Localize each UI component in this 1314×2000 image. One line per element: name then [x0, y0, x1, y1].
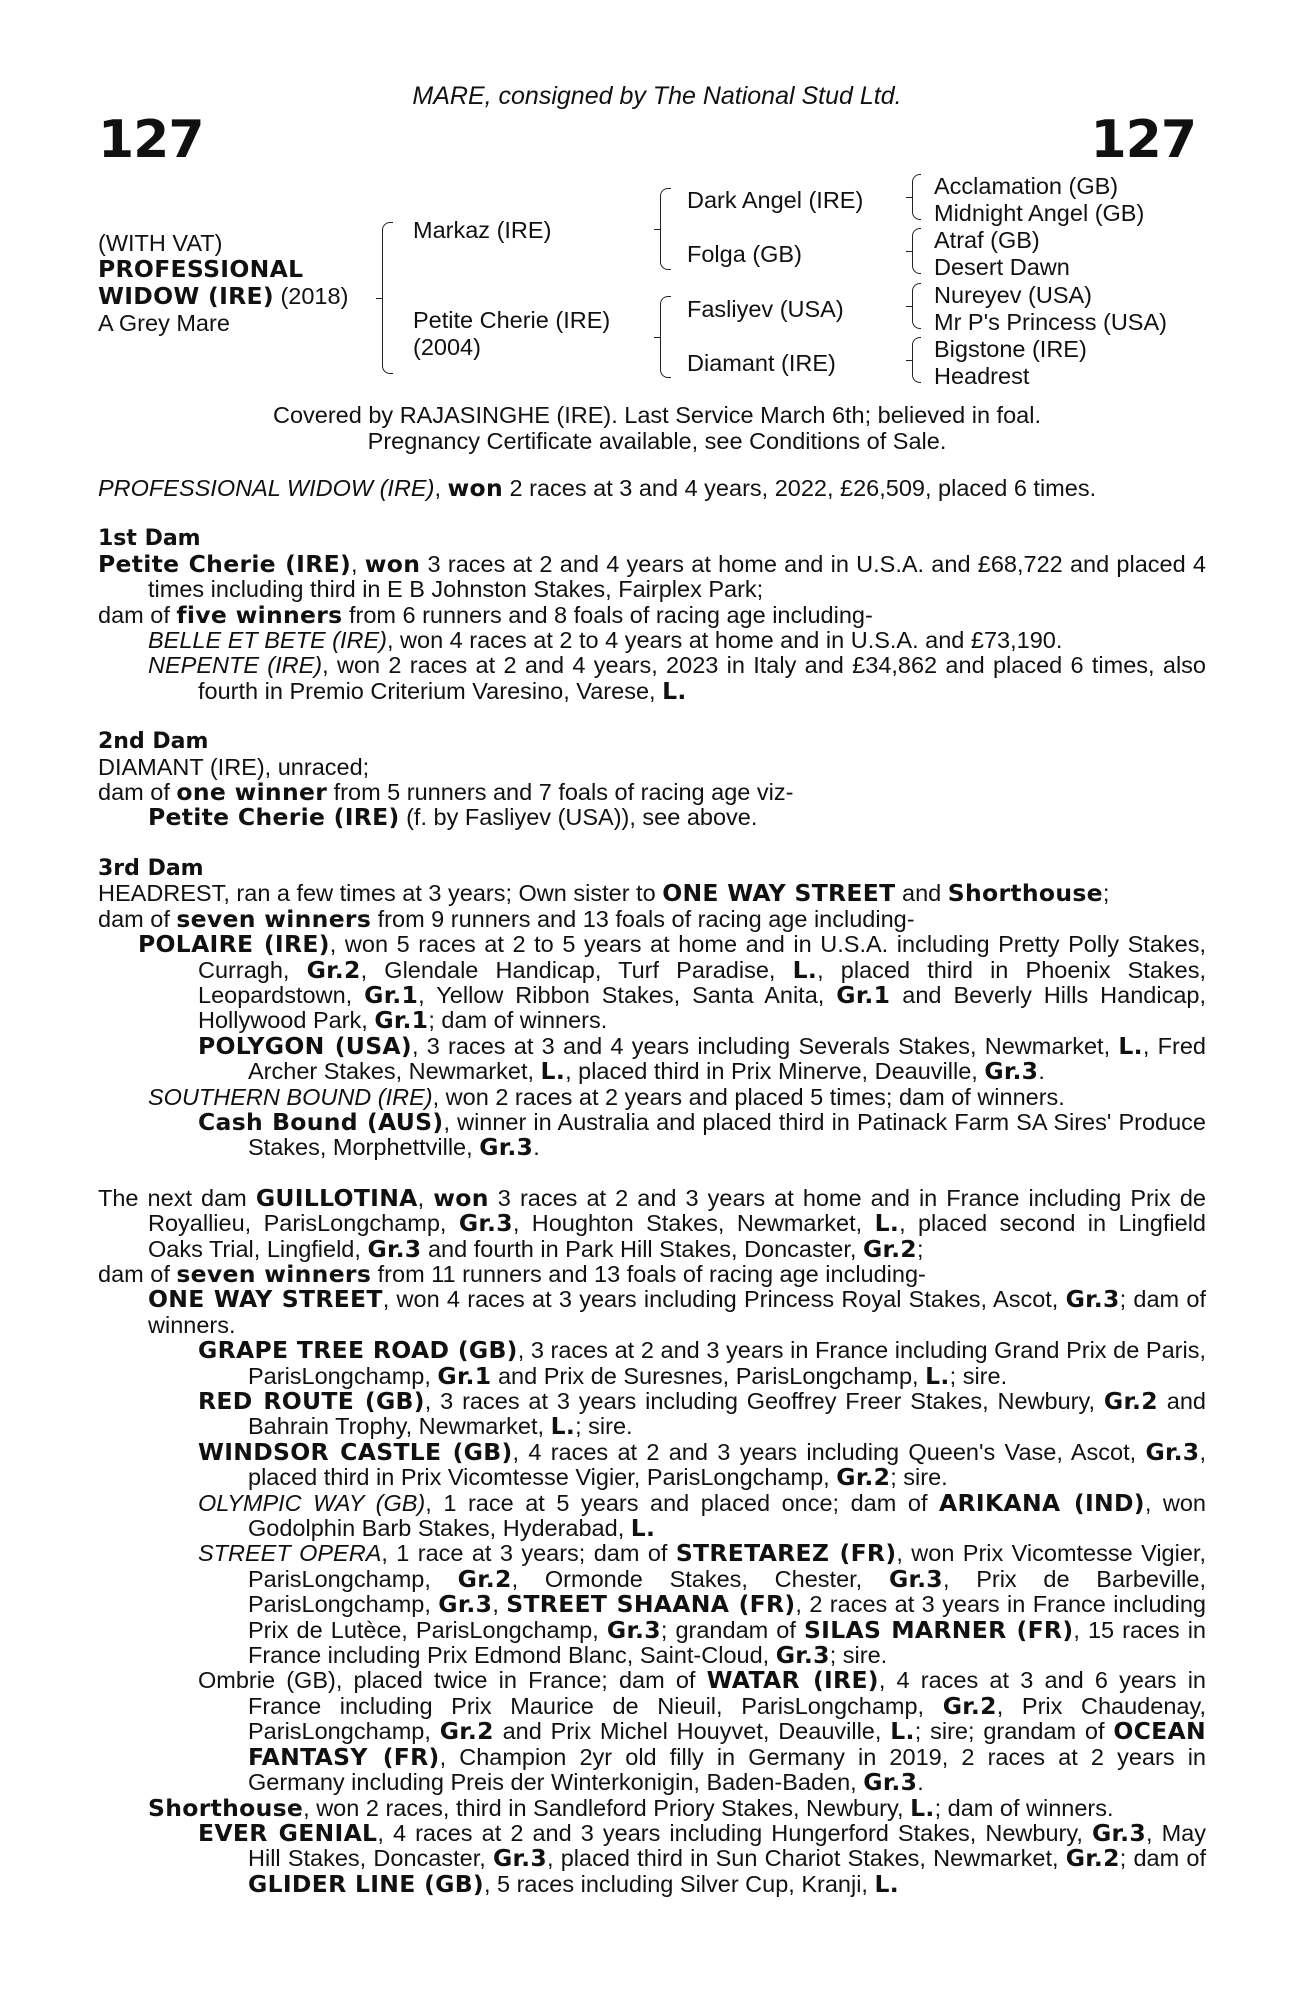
- dam3-offspring-southern-bound: [98, 1085, 1206, 1110]
- intro-record: 2 races at 3 and 4 years, 2022, £26,509, placed 6 times.: [503, 475, 1097, 501]
- text-fragment: , won 2 races at 2 years and placed 5 times; dam of winners.: [432, 1083, 1065, 1110]
- text-fragment: , Glendale Handicap, Turf Paradise,: [360, 956, 793, 983]
- grade-label: Gr.2: [836, 1463, 891, 1492]
- spacer: [98, 1161, 1206, 1186]
- text-fragment: from 5 runners and 7 foals of racing age viz-: [327, 779, 794, 806]
- text-fragment: dam of: [98, 601, 177, 628]
- horse-name-line2: [98, 283, 348, 310]
- next-dam-produce: [98, 1259, 1206, 1288]
- text-fragment: .: [533, 1134, 540, 1161]
- offspring-name: SOUTHERN BOUND (IRE): [148, 1083, 433, 1110]
- dam1-name: Petite Cherie (IRE): [98, 549, 352, 578]
- grade-label: Gr.1: [374, 1006, 429, 1035]
- horse-name: STREET SHAANA (FR): [506, 1590, 796, 1619]
- text-fragment: dam of: [98, 1260, 177, 1287]
- grade-label: Gr.3: [367, 1234, 422, 1263]
- horse-year: (2018): [273, 283, 349, 309]
- text-fragment: .: [1038, 1058, 1045, 1085]
- grade-label: Gr.1: [437, 1361, 492, 1390]
- text-fragment: , won 5 races at 2 to 5 years at home and in U.S.A. including Pretty Polly Stakes, Curragh,: [198, 931, 1206, 983]
- heading-1st-dam: 1st Dam: [98, 526, 201, 552]
- sire: Markaz (IRE): [413, 217, 552, 243]
- text-fragment: HEADREST, ran a few times at 3 years; Own sister to: [98, 880, 663, 907]
- dam3-produce: [98, 904, 1206, 933]
- covering-note: [0, 402, 1314, 454]
- grade-label: Gr.3: [458, 1209, 513, 1238]
- dam-sire: Fasliyev (USA): [687, 296, 844, 322]
- catalogue-body: [98, 476, 1206, 1897]
- offspring-text: , won 4 races at 2 to 4 years at home and in U.S.A. and £73,190.: [386, 627, 1063, 654]
- vat-label: (WITH VAT): [98, 230, 223, 256]
- text-fragment: , won Godolphin Barb Stakes, Hyderabad,: [248, 1489, 1207, 1542]
- text-fragment: , Houghton Stakes, Newmarket,: [512, 1210, 875, 1237]
- listed-label: L.: [925, 1361, 950, 1390]
- grade-label: Gr.3: [492, 1844, 547, 1873]
- heading-3rd-dam: 3rd Dam: [98, 855, 204, 881]
- grandson-red-route: [98, 1389, 1206, 1440]
- dam1-record: Petite Cherie (IRE), won 3 races at 2 and 4 years at home and in U.S.A. and £68,722 and placed 4 times including third in E B Johnston Stakes, Fairplex Park;: [98, 549, 1206, 603]
- grandparent-4: Desert Dawn: [934, 254, 1070, 280]
- text-fragment: ,: [434, 475, 448, 501]
- horse-name: ONE WAY STREET: [662, 879, 896, 908]
- text-fragment: ; sire.: [829, 1642, 888, 1669]
- text-fragment: , 3 races at 2 and 3 years in France including Grand Prix de Paris, ParisLongchamp,: [248, 1337, 1206, 1389]
- listed-label: L.: [890, 1717, 915, 1746]
- brace-g4: [912, 337, 921, 383]
- text-fragment: , 3 races at 3 years including Geoffrey Freer Stakes, Newbury,: [424, 1388, 1104, 1414]
- listed-label: L.: [662, 676, 687, 705]
- text-fragment: , Champion 2yr old filly in Germany in 2019, 2 races at 2 years in Germany including Preis der Winterkonigin, Baden-Baden,: [248, 1743, 1206, 1796]
- grandson-windsor-castle: [98, 1437, 1206, 1492]
- next-dam-name: GUILLOTINA: [255, 1183, 418, 1212]
- listed-label: L.: [550, 1412, 576, 1441]
- offspring-name: Shorthouse: [148, 1793, 304, 1822]
- text-fragment: and fourth in Park Hill Stakes, Doncaster,: [421, 1235, 863, 1262]
- text-fragment: , 1 race at 3 years; dam of: [381, 1540, 676, 1567]
- text-fragment: ,: [492, 1591, 507, 1618]
- dam1-produce: [98, 600, 1206, 629]
- text-fragment: ,: [417, 1184, 434, 1211]
- text-fragment: ; sire.: [575, 1413, 633, 1440]
- text-fragment: , 4 races at 3 and 6 years in France including Prix Maurice de Nieuil, ParisLongchamp,: [248, 1667, 1206, 1719]
- grade-label: Gr.3: [606, 1615, 661, 1644]
- text-fragment: , Prix de Barbeville, ParisLongchamp,: [248, 1565, 1206, 1618]
- listed-label: L.: [874, 1209, 900, 1238]
- winners-count: seven winners: [176, 904, 372, 933]
- grade-label: Gr.1: [836, 980, 891, 1009]
- text-fragment: , 4 races at 2 and 3 years including Queen's Vase, Ascot,: [512, 1438, 1146, 1465]
- offspring-text: , won 2 races at 2 and 4 years, 2023 in Italy and £34,862 and placed 6 times, also fourth in Premio Criterium Varesino, Varese,: [198, 652, 1206, 704]
- text-fragment: , placed third in Prix Vicomtesse Vigier, ParisLongchamp,: [248, 1438, 1206, 1491]
- text-fragment: and Beverly Hills Handicap, Hollywood Park,: [198, 981, 1206, 1034]
- grandparent-5: Nureyev (USA): [934, 282, 1093, 308]
- dam3-offspring-polaire: [98, 932, 1206, 1034]
- won-label: won: [433, 1183, 489, 1212]
- horse-name: GLIDER LINE (GB): [248, 1869, 484, 1898]
- text-fragment: from 6 runners and 8 foals of racing age including-: [342, 601, 873, 628]
- offspring-name: OLYMPIC WAY (GB): [198, 1489, 426, 1516]
- spacer: [98, 501, 1206, 526]
- text-fragment: , placed third in Sun Chariot Stakes, Newmarket,: [546, 1845, 1066, 1872]
- winners-count: five winners: [176, 600, 343, 629]
- text-fragment: ; grandam of: [660, 1616, 804, 1643]
- spacer: [98, 831, 1206, 856]
- text-fragment: , winner in Australia and placed third in Patinack Farm SA Sires' Produce Stakes, Morphettville,: [248, 1108, 1207, 1161]
- text-fragment: dam of: [98, 905, 177, 932]
- text-fragment: ; dam of: [1119, 1845, 1206, 1872]
- text-fragment: , Fred Archer Stakes, Newmarket,: [248, 1032, 1206, 1085]
- granddaughter-ever-genial: [98, 1818, 1206, 1898]
- grade-label: Gr.3: [888, 1564, 943, 1593]
- text-fragment: .: [917, 1769, 924, 1796]
- grandparent-8: Headrest: [934, 363, 1030, 389]
- text-fragment: , Yellow Ribbon Stakes, Santa Anita,: [418, 981, 837, 1008]
- text-fragment: ; sire; grandam of: [914, 1718, 1114, 1745]
- grandparent-7: Bigstone (IRE): [934, 336, 1087, 362]
- text-fragment: ; dam of winners.: [428, 1007, 608, 1034]
- offspring-name: Cash Bound (AUS): [198, 1107, 444, 1136]
- grade-label: Gr.2: [942, 1691, 997, 1720]
- dam3-offspring-polygon: [98, 1031, 1206, 1086]
- next-dam-offspring-shorthouse: [98, 1793, 1206, 1822]
- dam1-offspring-2: [98, 653, 1206, 704]
- offspring-name: NEPENTE (IRE): [148, 652, 323, 679]
- next-dam-record: [98, 1183, 1206, 1263]
- horse-description: A Grey Mare: [98, 310, 230, 336]
- listed-label: L.: [792, 955, 818, 984]
- won-label: won: [364, 549, 421, 578]
- grade-label: Gr.3: [863, 1768, 918, 1797]
- text-fragment: ;: [916, 1235, 924, 1262]
- horse-name: SILAS MARNER (FR): [803, 1615, 1074, 1644]
- spacer: [98, 704, 1206, 729]
- text-fragment: , won 4 races at 3 years including Princess Royal Stakes, Ascot,: [382, 1286, 1066, 1313]
- text-fragment: , placed second in Lingfield Oaks Trial, Lingfield,: [148, 1210, 1206, 1262]
- text-fragment: , 5 races including Silver Cup, Kranji,: [483, 1870, 875, 1897]
- brace-sire: [660, 188, 671, 270]
- text-fragment: , Prix Chaudenay, ParisLongchamp,: [248, 1692, 1206, 1745]
- text-fragment: and Prix de Suresnes, ParisLongchamp,: [491, 1362, 926, 1389]
- dam1-offspring-1: [98, 628, 1206, 653]
- winners-count: one winner: [176, 778, 328, 807]
- heading-2nd-dam: 2nd Dam: [98, 729, 209, 755]
- horse-name: STRETAREZ (FR): [675, 1539, 897, 1568]
- listed-label: L.: [874, 1869, 900, 1898]
- text-fragment: ; dam of winners.: [934, 1794, 1114, 1821]
- text-fragment: from 9 runners and 13 foals of racing age including-: [371, 905, 915, 932]
- text-fragment: , 1 race at 5 years and placed once; dam of: [425, 1489, 940, 1516]
- offspring-name: GRAPE TREE ROAD (GB): [198, 1336, 518, 1365]
- text-fragment: ;: [1102, 880, 1110, 907]
- horse-name: Shorthouse: [947, 879, 1103, 908]
- grade-label: Gr.3: [1091, 1818, 1146, 1847]
- dam3-record: [98, 881, 1206, 906]
- granddaughter-ombrie: [98, 1668, 1206, 1795]
- offspring-name: EVER GENIAL: [198, 1818, 378, 1847]
- text-fragment: from 11 runners and 13 foals of racing age including-: [371, 1260, 926, 1287]
- sire-sire: Dark Angel (IRE): [687, 187, 864, 213]
- text-fragment: Ombrie (GB), placed twice in France; dam of: [198, 1667, 707, 1694]
- intro-paragraph: [98, 476, 1206, 501]
- granddaughter-street-opera: [98, 1541, 1206, 1668]
- dam-line2: (2004): [413, 334, 481, 360]
- consignor-line: MARE, consigned by The National Stud Ltd.: [412, 82, 902, 110]
- dam-dam: Diamant (IRE): [687, 350, 836, 376]
- next-dam-offspring-one-way-street: [98, 1287, 1206, 1338]
- grandparent-2: Midnight Angel (GB): [934, 200, 1145, 226]
- offspring-name: Petite Cherie (IRE): [148, 803, 400, 832]
- horse-name: OCEAN FANTASY (FR): [248, 1717, 1206, 1771]
- offspring-name: ONE WAY STREET: [148, 1285, 383, 1314]
- offspring-name: POLYGON (USA): [198, 1031, 412, 1060]
- intro-horse-name: PROFESSIONAL WIDOW (IRE): [98, 475, 435, 501]
- text-fragment: , won 2 races, third in Sandleford Priory Stakes, Newbury,: [303, 1794, 911, 1821]
- dam2-produce: [98, 780, 1206, 805]
- lot-number-right: 127: [1090, 110, 1196, 170]
- grade-label: Gr.3: [479, 1133, 534, 1162]
- text-fragment: , May Hill Stakes, Doncaster,: [248, 1819, 1206, 1872]
- grade-label: Gr.3: [1065, 1285, 1120, 1314]
- text-fragment: and Bahrain Trophy, Newmarket,: [248, 1388, 1206, 1440]
- offspring-name: POLAIRE (IRE): [138, 930, 330, 959]
- grandparent-3: Atraf (GB): [934, 227, 1040, 253]
- grade-label: Gr.2: [457, 1564, 512, 1593]
- text-fragment: ; sire.: [949, 1362, 1008, 1389]
- text-fragment: , Ormonde Stakes, Chester,: [511, 1565, 889, 1592]
- dam3-offspring-cash-bound: [98, 1107, 1207, 1162]
- text-fragment: ; sire.: [890, 1464, 948, 1491]
- text-fragment: and Prix Michel Houyvet, Deauville,: [493, 1718, 891, 1745]
- grade-label: Gr.3: [984, 1057, 1039, 1086]
- brace-g2: [912, 228, 921, 274]
- grade-label: Gr.3: [775, 1641, 830, 1670]
- listed-label: L.: [630, 1514, 656, 1543]
- grade-label: Gr.2: [439, 1717, 494, 1746]
- grandparent-6: Mr P's Princess (USA): [934, 309, 1167, 335]
- listed-label: L.: [540, 1057, 566, 1086]
- offspring-name: STREET OPERA: [198, 1540, 382, 1567]
- offspring-name: WINDSOR CASTLE (GB): [198, 1437, 513, 1466]
- horse-name-line2-text: WIDOW (IRE): [98, 282, 274, 310]
- offspring-name: BELLE ET BETE (IRE): [148, 627, 387, 654]
- granddaughter-olympic-way: [98, 1488, 1207, 1543]
- text-fragment: , won Prix Vicomtesse Vigier, ParisLongchamp,: [248, 1540, 1206, 1592]
- brace-g3: [912, 283, 921, 329]
- dam1-text: 3 races at 2 and 4 years at home and in U.S.A. and £68,722 and placed 4 times including third in E B Johnston Stakes, Fairplex Park;: [148, 550, 1206, 603]
- covering-line2: Pregnancy Certificate available, see Conditions of Sale.: [367, 428, 947, 454]
- won-label: won: [447, 474, 503, 502]
- horse-name: WATAR (IRE): [706, 1666, 879, 1695]
- listed-label: L.: [1118, 1031, 1143, 1060]
- horse-name-line1: PROFESSIONAL: [98, 255, 304, 283]
- text-fragment: , placed third in Prix Minerve, Deauville,: [565, 1058, 985, 1085]
- grandson-grape-tree-road: [98, 1338, 1206, 1389]
- text-fragment: , 4 races at 2 and 3 years including Hungerford Stakes, Newbury,: [377, 1819, 1092, 1846]
- grade-label: Gr.1: [364, 980, 419, 1009]
- text-fragment: 3 races at 2 and 3 years at home and in France including Prix de Royallieu, ParisLongchamp,: [148, 1184, 1206, 1237]
- lot-number-left: 127: [98, 110, 204, 170]
- grandparent-1: Acclamation (GB): [934, 173, 1119, 199]
- grade-label: Gr.3: [1145, 1437, 1200, 1466]
- horse-name: ARIKANA (IND): [939, 1488, 1145, 1517]
- text-fragment: The next dam: [98, 1184, 256, 1211]
- grade-label: Gr.2: [1065, 1844, 1120, 1873]
- offspring-text: (f. by Fasliyev (USA)), see above.: [399, 804, 758, 831]
- grade-label: Gr.2: [1103, 1387, 1158, 1415]
- winners-count: seven winners: [176, 1259, 372, 1288]
- dam2-offspring-1: [98, 805, 1206, 830]
- sire-dam: Folga (GB): [687, 241, 802, 267]
- text-fragment: , 15 races in France including Prix Edmond Blanc, Saint-Cloud,: [248, 1616, 1206, 1669]
- listed-label: L.: [910, 1793, 935, 1822]
- text-fragment: , 2 races at 3 years in France including Prix de Lutèce, ParisLongchamp,: [248, 1591, 1207, 1643]
- offspring-name: RED ROUTE (GB): [198, 1387, 425, 1415]
- text-fragment: dam of: [98, 779, 177, 806]
- text-fragment: , placed third in Phoenix Stakes, Leopardstown,: [198, 956, 1206, 1008]
- brace-dam: [660, 296, 671, 378]
- grade-label: Gr.3: [438, 1590, 493, 1619]
- brace-g1: [912, 174, 921, 220]
- dam2-record: DIAMANT (IRE), unraced;: [98, 753, 370, 780]
- grade-label: Gr.2: [862, 1234, 917, 1263]
- text-fragment: and: [895, 880, 948, 907]
- text-fragment: , 3 races at 3 and 4 years including Severals Stakes, Newmarket,: [411, 1032, 1119, 1059]
- text-fragment: ; dam of winners.: [148, 1286, 1206, 1338]
- covering-line1: Covered by RAJASINGHE (IRE). Last Service March 6th; believed in foal.: [273, 402, 1041, 428]
- brace-gen1: [382, 222, 393, 374]
- dam-line1: Petite Cherie (IRE): [413, 307, 611, 333]
- grade-label: Gr.2: [306, 955, 361, 984]
